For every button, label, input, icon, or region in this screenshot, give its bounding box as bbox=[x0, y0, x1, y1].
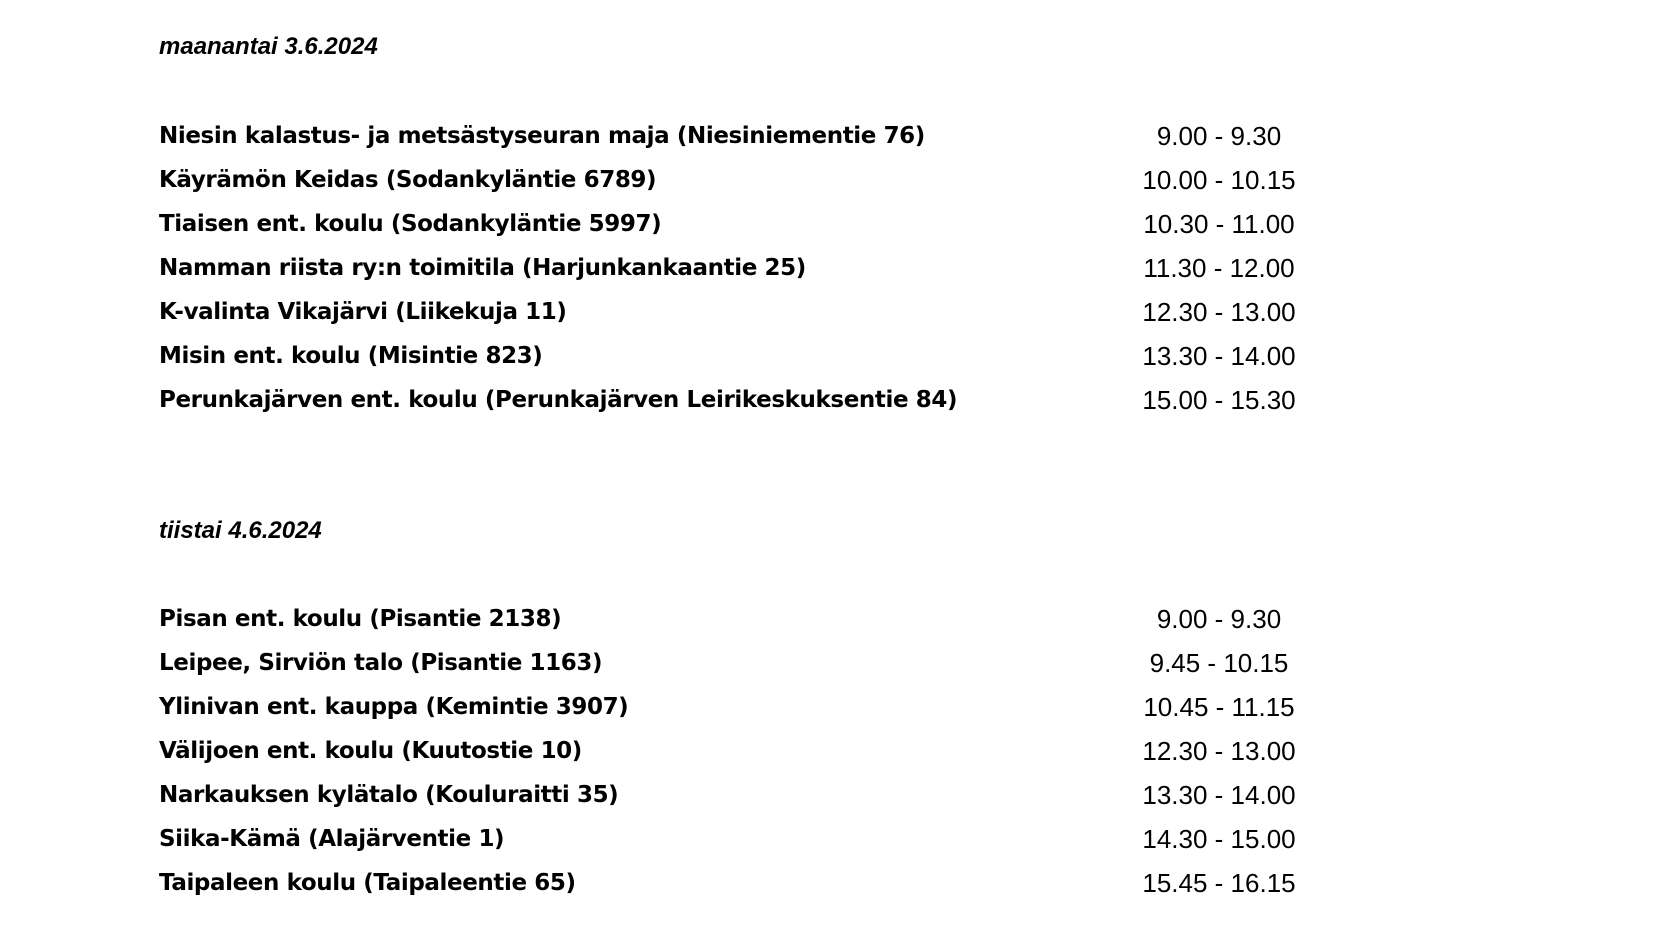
stop-place: Narkauksen kylätalo (Kouluraitti 35) bbox=[159, 782, 619, 808]
stop-place: Ylinivan ent. kauppa (Kemintie 3907) bbox=[159, 694, 629, 720]
stop-place: Misin ent. koulu (Misintie 823) bbox=[159, 343, 543, 369]
schedule-row bbox=[159, 773, 1319, 817]
stop-time: 10.30 - 11.00 bbox=[1143, 209, 1295, 239]
stop-place: Tiaisen ent. koulu (Sodankyläntie 5997) bbox=[159, 211, 662, 237]
stop-time: 15.45 - 16.15 bbox=[1142, 868, 1296, 898]
stop-time: 12.30 - 13.00 bbox=[1142, 736, 1296, 766]
day-heading: tiistai 4.6.2024 bbox=[159, 517, 322, 544]
stop-place: Välijoen ent. koulu (Kuutostie 10) bbox=[159, 738, 582, 764]
stop-place: Käyrämön Keidas (Sodankyläntie 6789) bbox=[159, 167, 657, 193]
stop-time: 14.30 - 15.00 bbox=[1142, 824, 1296, 854]
stop-time: 13.30 - 14.00 bbox=[1142, 341, 1296, 371]
stop-place: Namman riista ry:n toimitila (Harjunkankaantie 25) bbox=[159, 255, 806, 281]
stop-time: 13.30 - 14.00 bbox=[1142, 780, 1296, 810]
stop-time: 12.30 - 13.00 bbox=[1142, 297, 1296, 327]
stop-time: 9.00 - 9.30 bbox=[1156, 604, 1282, 634]
schedule-row bbox=[159, 290, 1319, 334]
schedule-row bbox=[159, 378, 1319, 422]
schedule-row bbox=[159, 861, 1319, 905]
schedule-row bbox=[159, 641, 1319, 685]
stop-place: Taipaleen koulu (Taipaleentie 65) bbox=[159, 870, 576, 896]
stop-time: 11.30 - 12.00 bbox=[1143, 253, 1295, 283]
stop-place: Siika-Kämä (Alajärventie 1) bbox=[159, 826, 505, 852]
stop-place: Leipee, Sirviön talo (Pisantie 1163) bbox=[159, 650, 603, 676]
schedule-row bbox=[159, 685, 1319, 729]
schedule-row bbox=[159, 729, 1319, 773]
stop-time: 9.00 - 9.30 bbox=[1156, 121, 1282, 151]
stop-time: 10.45 - 11.15 bbox=[1143, 692, 1295, 722]
stop-time: 15.00 - 15.30 bbox=[1142, 385, 1296, 415]
schedule-row bbox=[159, 158, 1319, 202]
schedule-row bbox=[159, 334, 1319, 378]
schedule-row bbox=[159, 202, 1319, 246]
schedule-row bbox=[159, 114, 1319, 158]
schedule-row bbox=[159, 817, 1319, 861]
schedule-row bbox=[159, 246, 1319, 290]
stop-place: Pisan ent. koulu (Pisantie 2138) bbox=[159, 606, 562, 632]
stop-place: K-valinta Vikajärvi (Liikekuja 11) bbox=[159, 299, 567, 325]
day-heading: maanantai 3.6.2024 bbox=[159, 33, 378, 60]
stop-place: Perunkajärven ent. koulu (Perunkajärven Leirikeskuksentie 84) bbox=[159, 387, 958, 413]
stop-time: 10.00 - 10.15 bbox=[1142, 165, 1296, 195]
stop-place: Niesin kalastus- ja metsästyseuran maja (Niesiniementie 76) bbox=[159, 123, 925, 149]
schedule-row bbox=[159, 597, 1319, 641]
stop-time: 9.45 - 10.15 bbox=[1149, 648, 1289, 678]
